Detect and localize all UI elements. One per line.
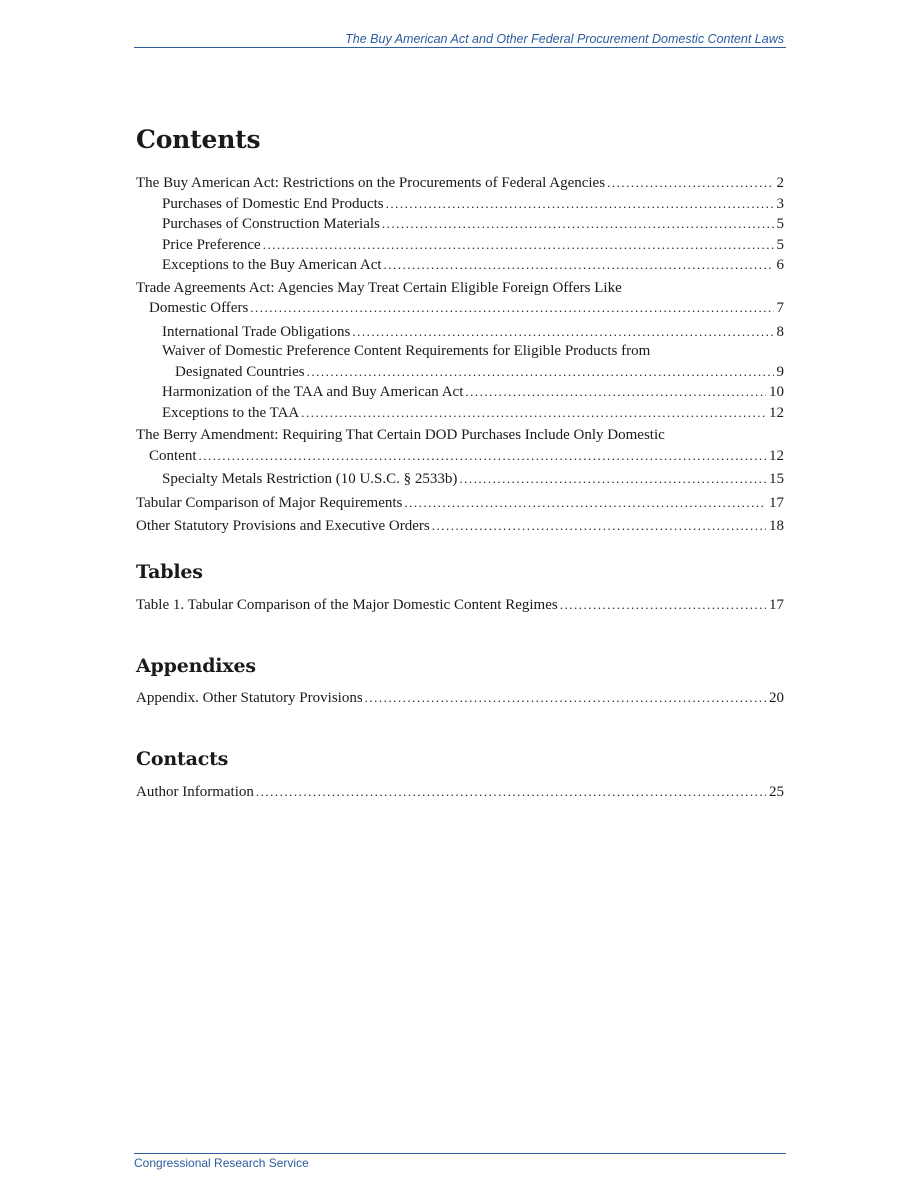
contacts-heading: Contacts [136,748,229,770]
toc-entry[interactable]: Purchases of Domestic End Products ..... 3 [136,194,784,215]
contents-heading: Contents [136,125,261,154]
toc-entry[interactable]: Purchases of Construction Materials ..... 5 [136,214,784,235]
toc-entry[interactable]: Specialty Metals Restriction (10 U.S.C. § 2533b) ..... 15 [136,469,784,490]
contents-list [136,173,784,537]
toc-entry[interactable]: Tabular Comparison of Major Requirements ..... 17 [136,493,784,514]
running-header [134,32,786,48]
appendixes-list [136,688,784,709]
toc-entry[interactable]: Author Information ..... 25 [136,782,784,803]
toc-entry[interactable]: The Buy American Act: Restrictions on the Procurements of Federal Agencies ..... 2 [136,173,784,194]
contacts-list [136,782,784,803]
toc-entry[interactable]: Trade Agreements Act: Agencies May Treat Certain Eligible Foreign Offers Like Domestic Offers ..... 7 [136,279,784,319]
tables-list [136,595,784,616]
tables-heading: Tables [136,561,203,583]
toc-entry[interactable]: The Berry Amendment: Requiring That Certain DOD Purchases Include Only Domestic Content ..... 12 [136,426,784,466]
toc-entry[interactable]: Price Preference ..... 5 [136,235,784,256]
toc-entry[interactable]: Exceptions to the TAA ..... 12 [136,403,784,424]
appendixes-heading: Appendixes [136,655,256,677]
footer-publisher: Congressional Research Service [134,1156,309,1170]
page-footer [134,1153,786,1170]
toc-entry[interactable]: Appendix. Other Statutory Provisions ..... 20 [136,688,784,709]
toc-entry[interactable]: Waiver of Domestic Preference Content Requirements for Eligible Products from Designated Countries ..... 9 [136,342,784,382]
toc-entry[interactable]: International Trade Obligations ..... 8 [136,322,784,343]
toc-entry[interactable]: Other Statutory Provisions and Executive Orders ..... 18 [136,516,784,537]
toc-entry[interactable]: Harmonization of the TAA and Buy American Act ..... 10 [136,382,784,403]
toc-entry[interactable]: Exceptions to the Buy American Act ..... 6 [136,255,784,276]
toc-entry[interactable]: Table 1. Tabular Comparison of the Major Domestic Content Regimes ..... 17 [136,595,784,616]
running-header-title: The Buy American Act and Other Federal Procurement Domestic Content Laws [345,32,784,46]
